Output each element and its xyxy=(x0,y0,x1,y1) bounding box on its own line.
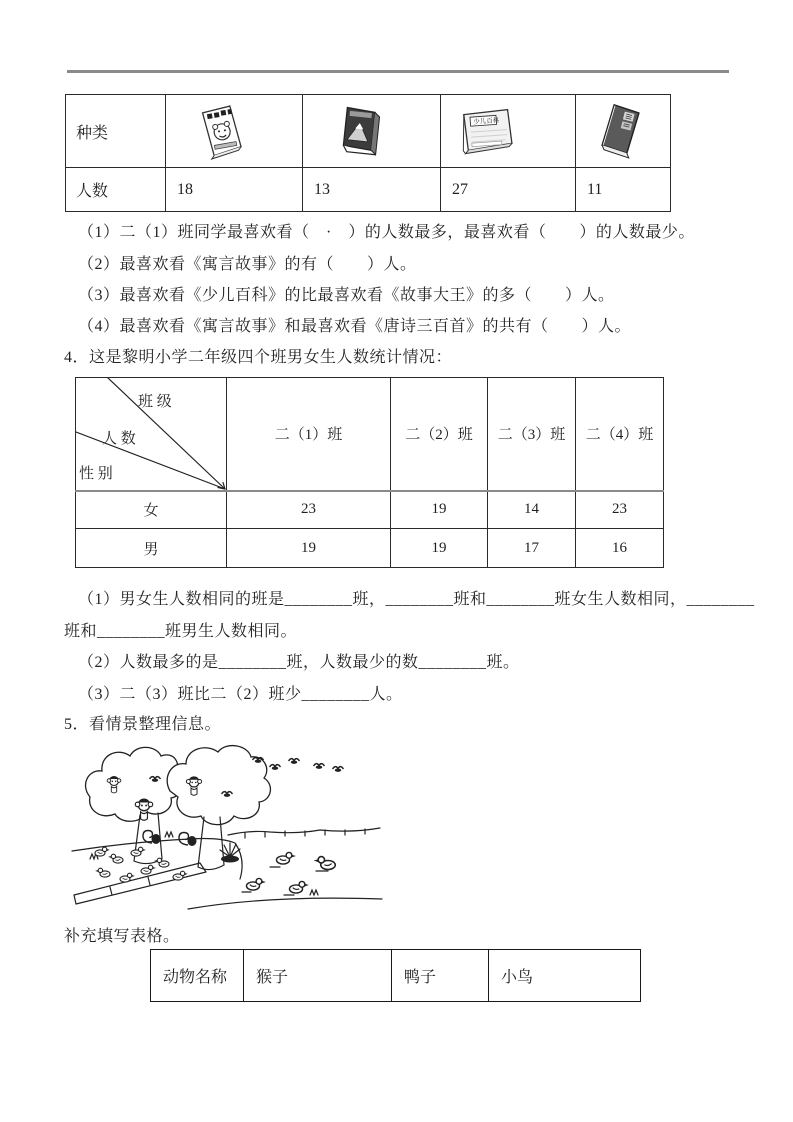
q4-item-1-line-1: （1）男女生人数相同的班是________班，________班和________班女生人数相同，________ xyxy=(78,591,755,608)
fable-story-book-icon xyxy=(198,102,244,160)
children-encyclopedia-book-icon xyxy=(457,105,519,157)
cell-value: 19 xyxy=(391,529,488,568)
q3-item-1: （1）二（1）班同学最喜欢看（ · ）的人数最多，最喜欢看（ ）的人数最少。 xyxy=(78,224,695,241)
kind-label: 种类 xyxy=(66,95,166,168)
tang-poems-book-icon xyxy=(596,102,644,160)
cell-value: 14 xyxy=(488,491,576,529)
class-statistics-table xyxy=(75,377,664,568)
story-king-book-icon xyxy=(335,103,385,159)
column-header: 二（3）班 xyxy=(488,378,576,491)
corner-label-count: 人 数 xyxy=(102,431,136,447)
animal-duck: 鸭子 xyxy=(392,950,489,1002)
animal-header: 动物名称 xyxy=(151,950,244,1002)
cell-value: 23 xyxy=(227,491,391,529)
q3-item-2: （2）最喜欢看《寓言故事》的有（ ）人。 xyxy=(78,256,417,273)
table-header-row xyxy=(76,378,664,491)
animal-count-table xyxy=(150,949,641,1002)
table-row-female xyxy=(76,491,664,529)
cell-value: 23 xyxy=(576,491,664,529)
table-row xyxy=(66,168,671,212)
count-label: 人数 xyxy=(66,168,166,212)
q3-item-4: （4）最喜欢看《寓言故事》和最喜欢看《唐诗三百首》的共有（ ）人。 xyxy=(78,318,632,335)
q4-title: 4．这是黎明小学二年级四个班男女生人数统计情况： xyxy=(64,349,453,366)
cell-value: 16 xyxy=(576,529,664,568)
table-row xyxy=(66,95,671,168)
book-cell-2 xyxy=(303,95,441,168)
q5-fill-prompt: 补充填写表格。 xyxy=(64,928,180,945)
table-row xyxy=(151,950,641,1002)
book-cover-text: 少儿百科 xyxy=(473,117,500,126)
column-header: 二（4）班 xyxy=(576,378,664,491)
animal-monkey: 猴子 xyxy=(244,950,392,1002)
animal-bird: 小鸟 xyxy=(489,950,641,1002)
count-value: 27 xyxy=(441,168,576,212)
book-cell-3 xyxy=(441,95,576,168)
book-cell-1 xyxy=(166,95,303,168)
cell-value: 17 xyxy=(488,529,576,568)
pond-scene-illustration xyxy=(70,739,390,911)
count-value: 11 xyxy=(576,168,671,212)
count-value: 13 xyxy=(303,168,441,212)
book-cell-4 xyxy=(576,95,671,168)
cell-value: 19 xyxy=(227,529,391,568)
q4-item-3: （3）二（3）班比二（2）班少________人。 xyxy=(78,686,403,703)
q3-item-3: （3）最喜欢看《少儿百科》的比最喜欢看《故事大王》的多（ ）人。 xyxy=(78,287,615,304)
row-label: 男 xyxy=(76,529,227,568)
row-label: 女 xyxy=(76,491,227,529)
column-header: 二（1）班 xyxy=(227,378,391,491)
table-row-male xyxy=(76,529,664,568)
favorite-books-table xyxy=(65,94,671,212)
q4-item-1-line-2: 班和________班男生人数相同。 xyxy=(64,623,298,640)
q5-title: 5．看情景整理信息。 xyxy=(64,716,222,733)
corner-label-class: 班 级 xyxy=(138,394,172,410)
header-rule xyxy=(67,70,729,73)
cell-value: 19 xyxy=(391,491,488,529)
diagonal-corner-cell xyxy=(76,378,227,491)
column-header: 二（2）班 xyxy=(391,378,488,491)
q4-item-2: （2）人数最多的是________班，人数最少的数________班。 xyxy=(78,654,520,671)
count-value: 18 xyxy=(166,168,303,212)
corner-label-gender: 性 别 xyxy=(79,466,113,482)
